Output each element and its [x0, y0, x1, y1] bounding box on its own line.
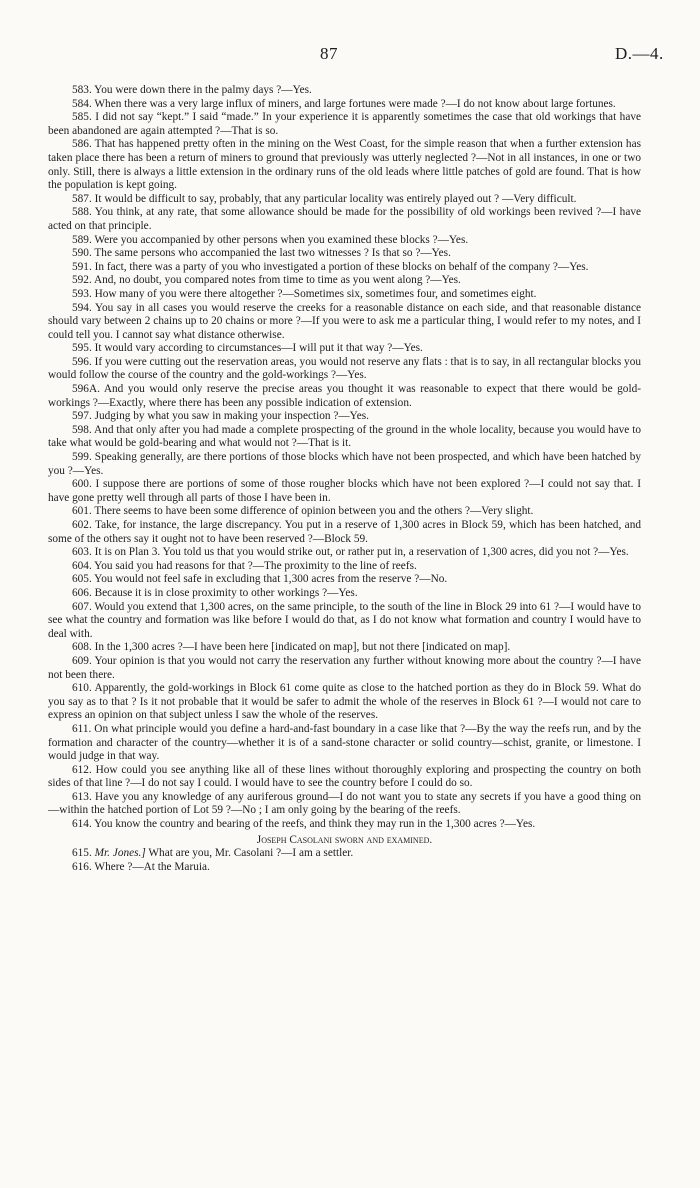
question-paragraph: 596. If you were cutting out the reservation areas, you would not reserve any flats : that is to say, in all rectangular blocks you would follow the course of the country and the gold-workings ?—Yes.	[48, 355, 641, 382]
examination-list	[48, 847, 641, 874]
question-paragraph: 589. Were you accompanied by other persons when you examined these blocks ?—Yes.	[72, 233, 469, 246]
question-paragraph: 584. When there was a very large influx of miners, and large fortunes were made ?—I do not know about large fortunes.	[72, 97, 616, 110]
question-paragraph: 608. In the 1,300 acres ?—I have been here [indicated on map], but not there [indicated on map].	[72, 641, 511, 654]
speaker-name: Mr. Jones.]	[94, 847, 146, 860]
question-text: What are you, Mr. Casolani ?—I am a settler.	[145, 847, 354, 860]
question-paragraph: 583. You were down there in the palmy days ?—Yes.	[72, 84, 312, 96]
question-paragraph: 591. In fact, there was a party of you who investigated a portion of these blocks on behalf of the company ?—Yes.	[72, 260, 589, 273]
paragraph-list	[48, 84, 641, 832]
question-paragraph: 607. Would you extend that 1,300 acres, on the same principle, to the south of the line in Block 29 into 61 ?—I would have to see what the country and formation was like before I would do that, as I do not know what formation and country I would have to deal with.	[48, 600, 641, 640]
question-paragraph: 601. There seems to have been some difference of opinion between you and the others ?—Very slight.	[72, 505, 534, 518]
question-paragraph: 605. You would not feel safe in excluding that 1,300 acres from the reserve ?—No.	[72, 573, 448, 586]
question-paragraph: 596A. And you would only reserve the precise areas you thought it was reasonable to expect that there would be gold-workings ?—Exactly, where there has been any possible indication of extension.	[48, 383, 641, 409]
question-paragraph: 595. It would vary according to circumstances—I will put it that way ?—Yes.	[72, 342, 423, 355]
question-paragraph: 613. Have you any knowledge of any auriferous ground—I do not want you to state any secrets if you have a good thing on—within the hatched portion of Lot 59 ?—No ; I am only going by the bearing of the reefs.	[48, 790, 641, 817]
question-number: 616.	[72, 860, 92, 873]
question-paragraph: 610. Apparently, the gold-workings in Block 61 come quite as close to the hatched portion as they do in Block 59. What do you say as to that ? Is it not probable that it would be safer to admit the whole of the reserves in Block 61 ?—I would not care to express an opinion on that subject unless I saw the whole of the reserves.	[48, 682, 641, 722]
question-paragraph	[48, 847, 641, 861]
question-paragraph: 612. How could you see anything like all of these lines without thoroughly exploring and prospecting the country on both sides of that line ?—I do not say I could. I would have to see the country before I could do so.	[48, 763, 641, 790]
question-paragraph: 611. On what principle would you define a hard-and-fast boundary in a case like that ?—By the way the reefs run, and by the formation and character of the country—whether it is of a sand-stone character or solid country—schist, granite, or limestone. I would judge in that way.	[48, 722, 641, 763]
question-paragraph: 588. You think, at any rate, that some allowance should be made for the possibility of old workings been revived ?—I have acted on that principle.	[48, 206, 641, 232]
question-paragraph: 592. And, no doubt, you compared notes from time to time as you went along ?—Yes.	[72, 274, 461, 287]
question-paragraph: 598. And that only after you had made a complete prospecting of the ground in the whole locality, because you would have to take what would be gold-bearing and what would not ?—That is it.	[48, 423, 641, 450]
page-number: 87	[320, 44, 338, 63]
question-paragraph: 599. Speaking generally, are there portions of those blocks which have not been prospected, and which have been hatched by you ?—Yes.	[48, 451, 641, 477]
question-paragraph: 614. You know the country and bearing of the reefs, and think they may run in the 1,300 acres ?—Yes.	[72, 818, 536, 831]
document-reference: D.—4.	[615, 44, 664, 63]
question-paragraph: 603. It is on Plan 3. You told us that you would strike out, or rather put in, a reservation of 1,300 acres, did you not ?—Yes.	[72, 546, 629, 559]
question-paragraph: 606. Because it is in close proximity to other workings ?—Yes.	[72, 586, 358, 599]
witness-heading: Joseph Casolani sworn and examined.	[256, 833, 433, 846]
question-paragraph: 600. I suppose there are portions of some of those rougher blocks which have not been explored ?—I could not say that. I have gone pretty well through all parts of those I have been in.	[48, 478, 641, 504]
question-paragraph	[48, 861, 641, 875]
question-paragraph: 602. Take, for instance, the large discrepancy. You put in a reserve of 1,300 acres in Block 59, which has been hatched, and some of the others say it ought not to have been reserved ?—Block 59.	[48, 519, 641, 545]
question-paragraph: 594. You say in all cases you would reserve the creeks for a reasonable distance on each side, and that reasonable distance should vary between 2 chains up to 20 chains or more ?—If you were to ask me a particular thing, I would refer to my notes, and I could tell you. I cannot say what distance otherwise.	[48, 301, 641, 341]
question-paragraph: 585. I did not say “kept.” I said “made.” In your experience it is apparently sometimes the case that old workings that have been abandoned are again attempted ?—That is so.	[48, 111, 641, 137]
question-paragraph: 597. Judging by what you saw in making your inspection ?—Yes.	[72, 410, 369, 423]
question-paragraph: 609. Your opinion is that you would not carry the reservation any further without knowing more about the country ?—I have not been there.	[48, 654, 641, 681]
body-text	[48, 84, 641, 874]
question-number: 615.	[72, 847, 92, 860]
question-paragraph: 604. You said you had reasons for that ?—The proximity to the line of reefs.	[72, 559, 417, 572]
question-paragraph: 593. How many of you were there altogether ?—Sometimes six, sometimes four, and sometimes eight.	[72, 287, 537, 300]
question-paragraph: 586. That has happened pretty often in the mining on the West Coast, for the simple reason that when a further extension has taken place there has been a return of miners to ground that previously was utterly neglected ?—Not in all instances, in one or two only. Still, there is always a little extension in the ordinary runs of the old leads where little patches of gold are found. That is how the population is kept going.	[48, 138, 641, 192]
question-paragraph: 590. The same persons who accompanied the last two witnesses ? Is that so ?—Yes.	[72, 247, 451, 260]
question-text: Where ?—At the Maruia.	[94, 860, 210, 873]
question-paragraph: 587. It would be difficult to say, probably, that any particular locality was entirely played out ? —Very difficult.	[72, 192, 577, 205]
